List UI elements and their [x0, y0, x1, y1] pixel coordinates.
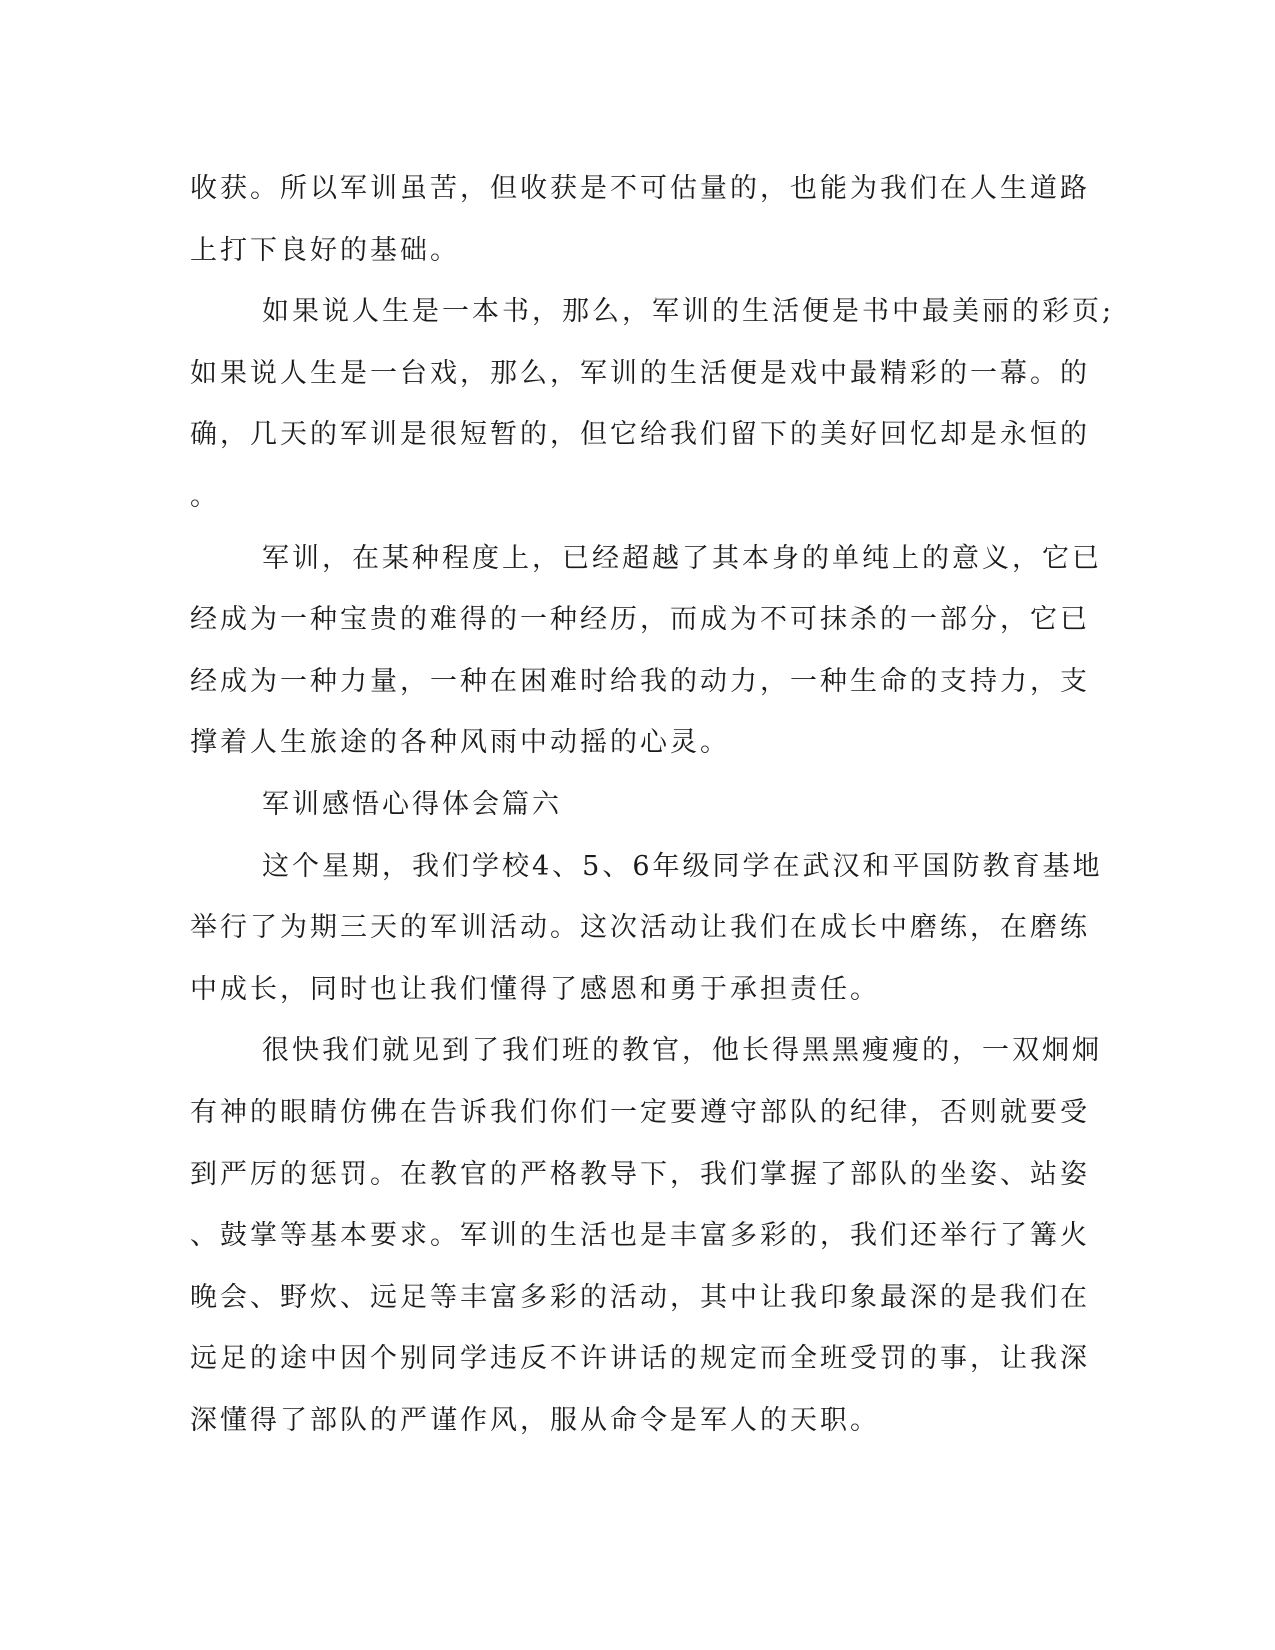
text-line: 到严厉的惩罚。在教官的严格教导下，我们掌握了部队的坐姿、站姿	[190, 1158, 1090, 1190]
text-line: 确，几天的军训是很短暂的，但它给我们留下的美好回忆却是永恒的	[190, 419, 1090, 451]
text-line: 如果说人生是一台戏，那么，军训的生活便是戏中最精彩的一幕。的	[190, 357, 1090, 389]
text-line: 、鼓掌等基本要求。军训的生活也是丰富多彩的，我们还举行了篝火	[190, 1220, 1090, 1252]
text-line: 晚会、野炊、远足等丰富多彩的活动，其中让我印象最深的是我们在	[190, 1281, 1090, 1313]
text-line: 很快我们就见到了我们班的教官，他长得黑黑瘦瘦的，一双炯炯	[262, 1035, 1102, 1067]
text-line: 军训感悟心得体会篇六	[262, 788, 562, 820]
text-line: 军训，在某种程度上，已经超越了其本身的单纯上的意义，它已	[262, 542, 1102, 574]
text-line: 这个星期，我们学校4、5、6年级同学在武汉和平国防教育基地	[262, 850, 1103, 882]
text-line: 收获。所以军训虽苦，但收获是不可估量的，也能为我们在人生道路	[190, 173, 1090, 204]
text-line: 有神的眼睛仿佛在告诉我们你们一定要遵守部队的纪律，否则就要受	[190, 1096, 1090, 1128]
text-line: 撑着人生旅途的各种风雨中动摇的心灵。	[190, 727, 730, 759]
text-line: 如果说人生是一本书，那么，军训的生活便是书中最美丽的彩页;	[262, 296, 1115, 328]
body-text	[190, 158, 1115, 1451]
text-line: 经成为一种宝贵的难得的一种经历，而成为不可抹杀的一部分，它已	[190, 604, 1090, 636]
text-line: 。	[190, 480, 220, 512]
text-line: 中成长，同时也让我们懂得了感恩和勇于承担责任。	[190, 973, 880, 1005]
text-line: 深懂得了部队的严谨作风，服从命令是军人的天职。	[190, 1404, 880, 1436]
text-line: 举行了为期三天的军训活动。这次活动让我们在成长中磨练，在磨练	[190, 912, 1090, 944]
text-line: 经成为一种力量，一种在困难时给我的动力，一种生命的支持力，支	[190, 665, 1090, 697]
text-line: 上打下良好的基础。	[190, 234, 460, 266]
text-line: 远足的途中因个别同学违反不许讲话的规定而全班受罚的事，让我深	[190, 1343, 1090, 1375]
